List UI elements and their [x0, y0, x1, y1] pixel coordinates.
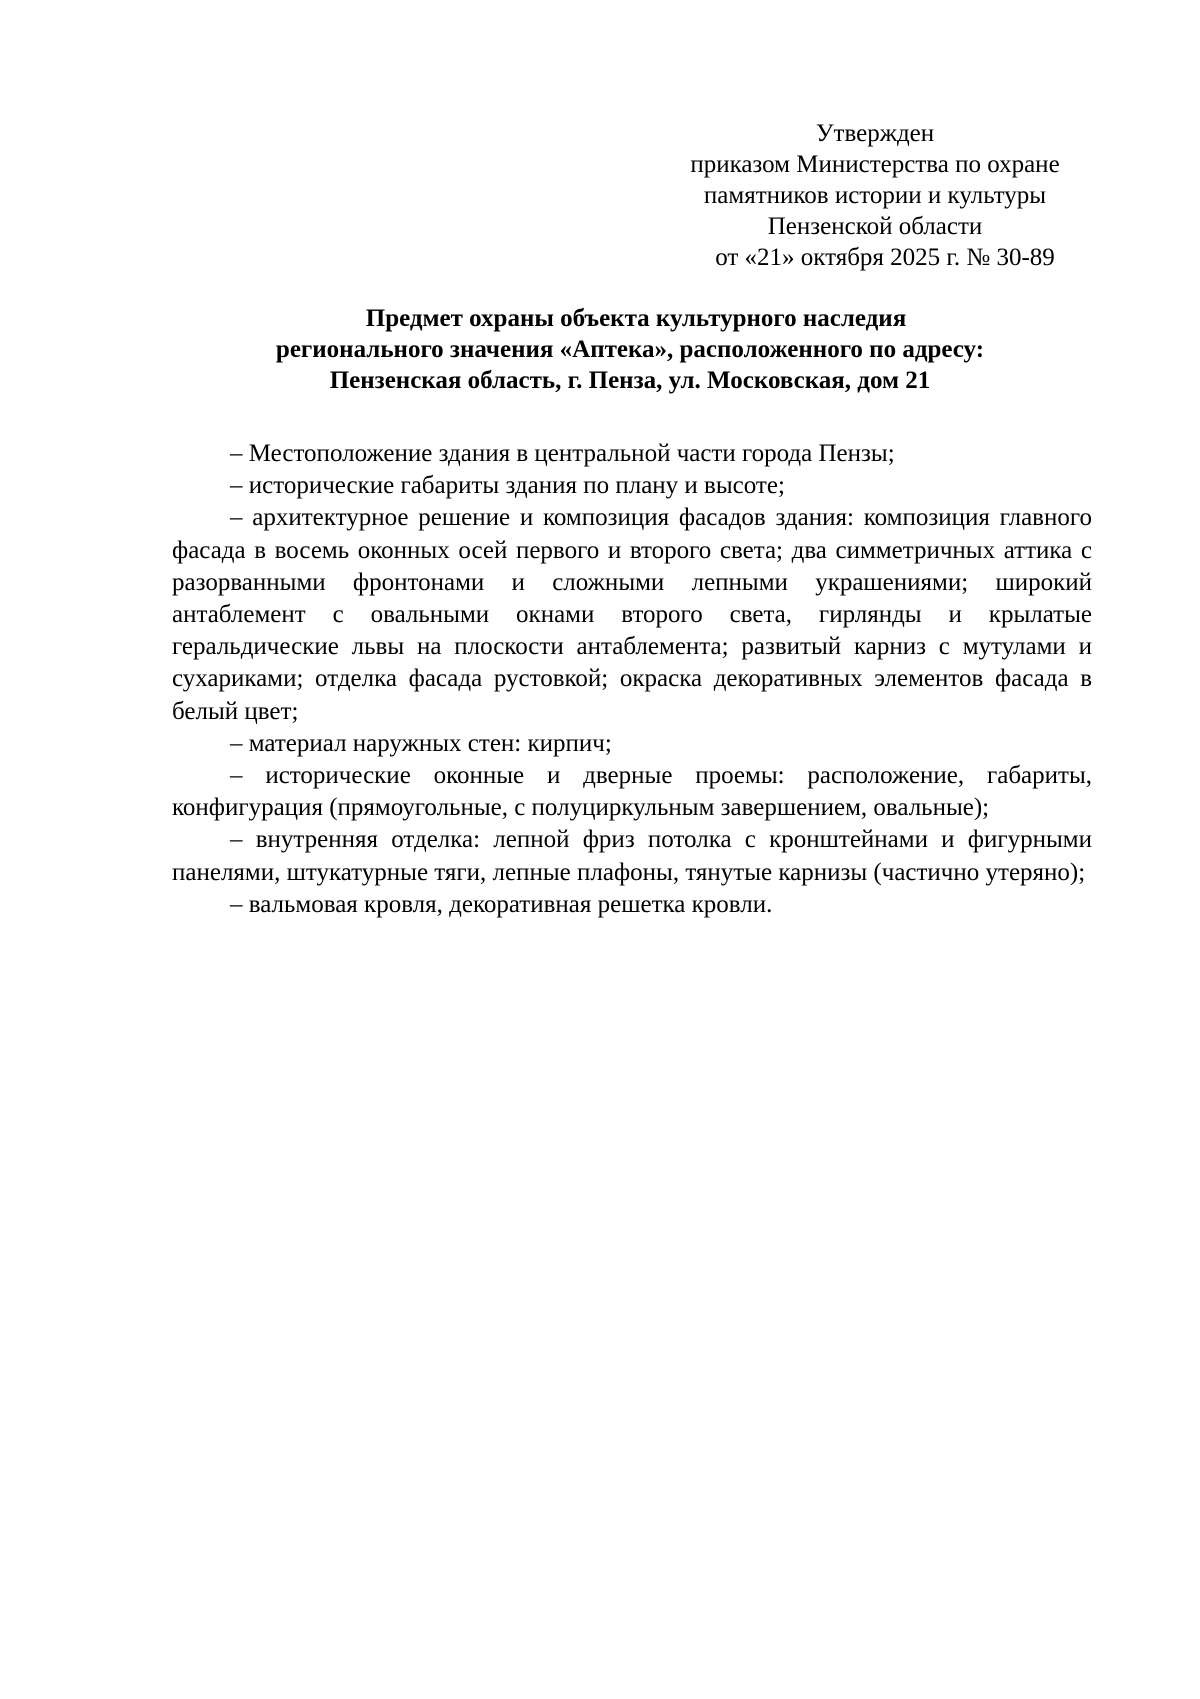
protection-items-list — [172, 438, 1092, 921]
title-line: Пензенская область, г. Пенза, ул. Московская, дом 21 — [329, 367, 931, 394]
approval-order-number: от «21» октября 2025 г. № 30-89 — [715, 244, 1055, 271]
list-item: – Местоположение здания в центральной части города Пензы; — [230, 440, 895, 467]
approval-line: Утвержден — [815, 120, 935, 147]
approval-stamp-block — [650, 118, 1100, 273]
list-item: – вальмовая кровля, декоративная решетка кровли. — [230, 890, 773, 918]
approval-line: Пензенской области — [767, 213, 983, 240]
list-item: – материал наружных стен: кирпич; — [230, 729, 612, 757]
list-item: – архитектурное решение и композиция фасадов здания: композиция главного фасада в восемь оконных осей первого и второго света; два симметричных аттика с разорванными фронтонами и сложными лепными украшениями; широкий антаблемент с овальными окнами второго света, гирлянды и крылатые геральдические львы на плоскости антаблемента; развитый карниз с мутулами и сухариками; отделка фасада рустовкой; окраска декоративных элементов фасада в белый цвет; — [172, 504, 1092, 725]
title-line: Предмет охраны объекта культурного наследия — [365, 305, 907, 332]
approval-line: памятников истории и культуры — [703, 182, 1047, 209]
list-item: – исторические оконные и дверные проемы: расположение, габариты, конфигурация (прямоугольные, с полуциркульным завершением, овальные); — [172, 762, 1092, 822]
title-line: регионального значения «Аптека», расположенного по адресу: — [275, 336, 985, 363]
document-title — [160, 303, 1100, 396]
list-item: – внутренняя отделка: лепной фриз потолка с кронштейнами и фигурными панелями, штукатурные тяги, лепные плафоны, тянутые карнизы (частично утеряно); — [172, 826, 1092, 886]
approval-line: приказом Министерства по охране — [690, 151, 1060, 178]
list-item: – исторические габариты здания по плану и высоте; — [230, 472, 785, 500]
